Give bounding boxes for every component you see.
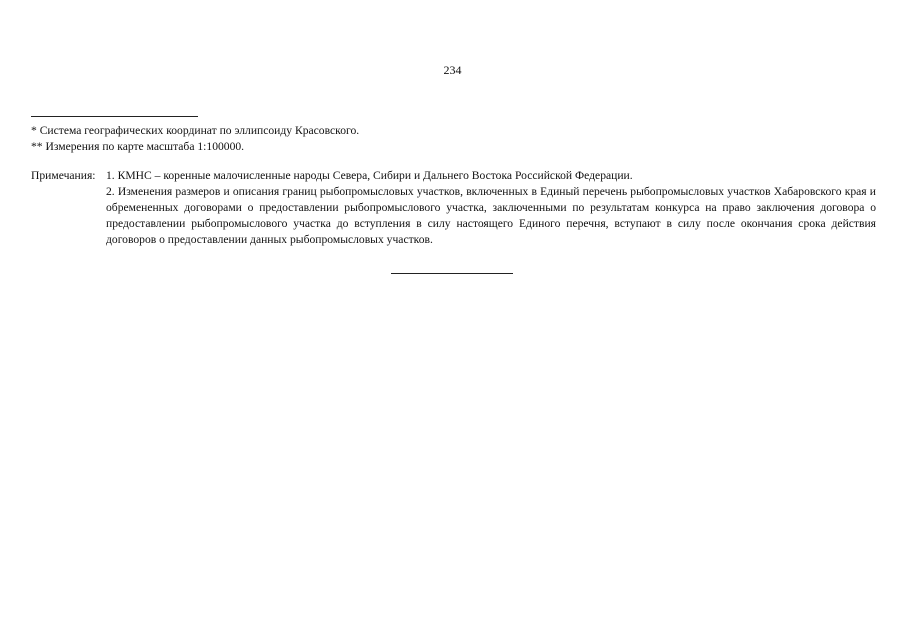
notes-body bbox=[106, 168, 876, 248]
footnote-map-scale: ** Измерения по карте масштаба 1:100000. bbox=[31, 140, 245, 153]
footnote-coordinate-system: * Система географических координат по эллипсоиду Красовского. bbox=[31, 124, 360, 137]
note-item-1: 1. КМНС – коренные малочисленные народы Севера, Сибири и Дальнего Востока Российской Федерации. bbox=[106, 169, 633, 182]
footnote-separator-line bbox=[31, 116, 198, 117]
notes-block bbox=[31, 168, 876, 248]
notes-label: Примечания: bbox=[31, 169, 96, 182]
end-separator-line bbox=[391, 273, 513, 274]
footnotes-block bbox=[31, 123, 871, 155]
note-item-2: 2. Изменения размеров и описания границ рыбопромысловых участков, включенных в Единый перечень рыбопромысловых участков Хабаровского края и обремененных договорами о предоставлении рыбопромыслового участка, заключенными по результатам конкурса на право заключения договора о предоставлении рыбопромыслового участка до вступления в силу настоящего Единого перечня, вступают в силу после окончания срока действия договоров о предоставлении данных рыбопромысловых участков. bbox=[106, 185, 876, 246]
page-number: 234 bbox=[443, 63, 462, 77]
